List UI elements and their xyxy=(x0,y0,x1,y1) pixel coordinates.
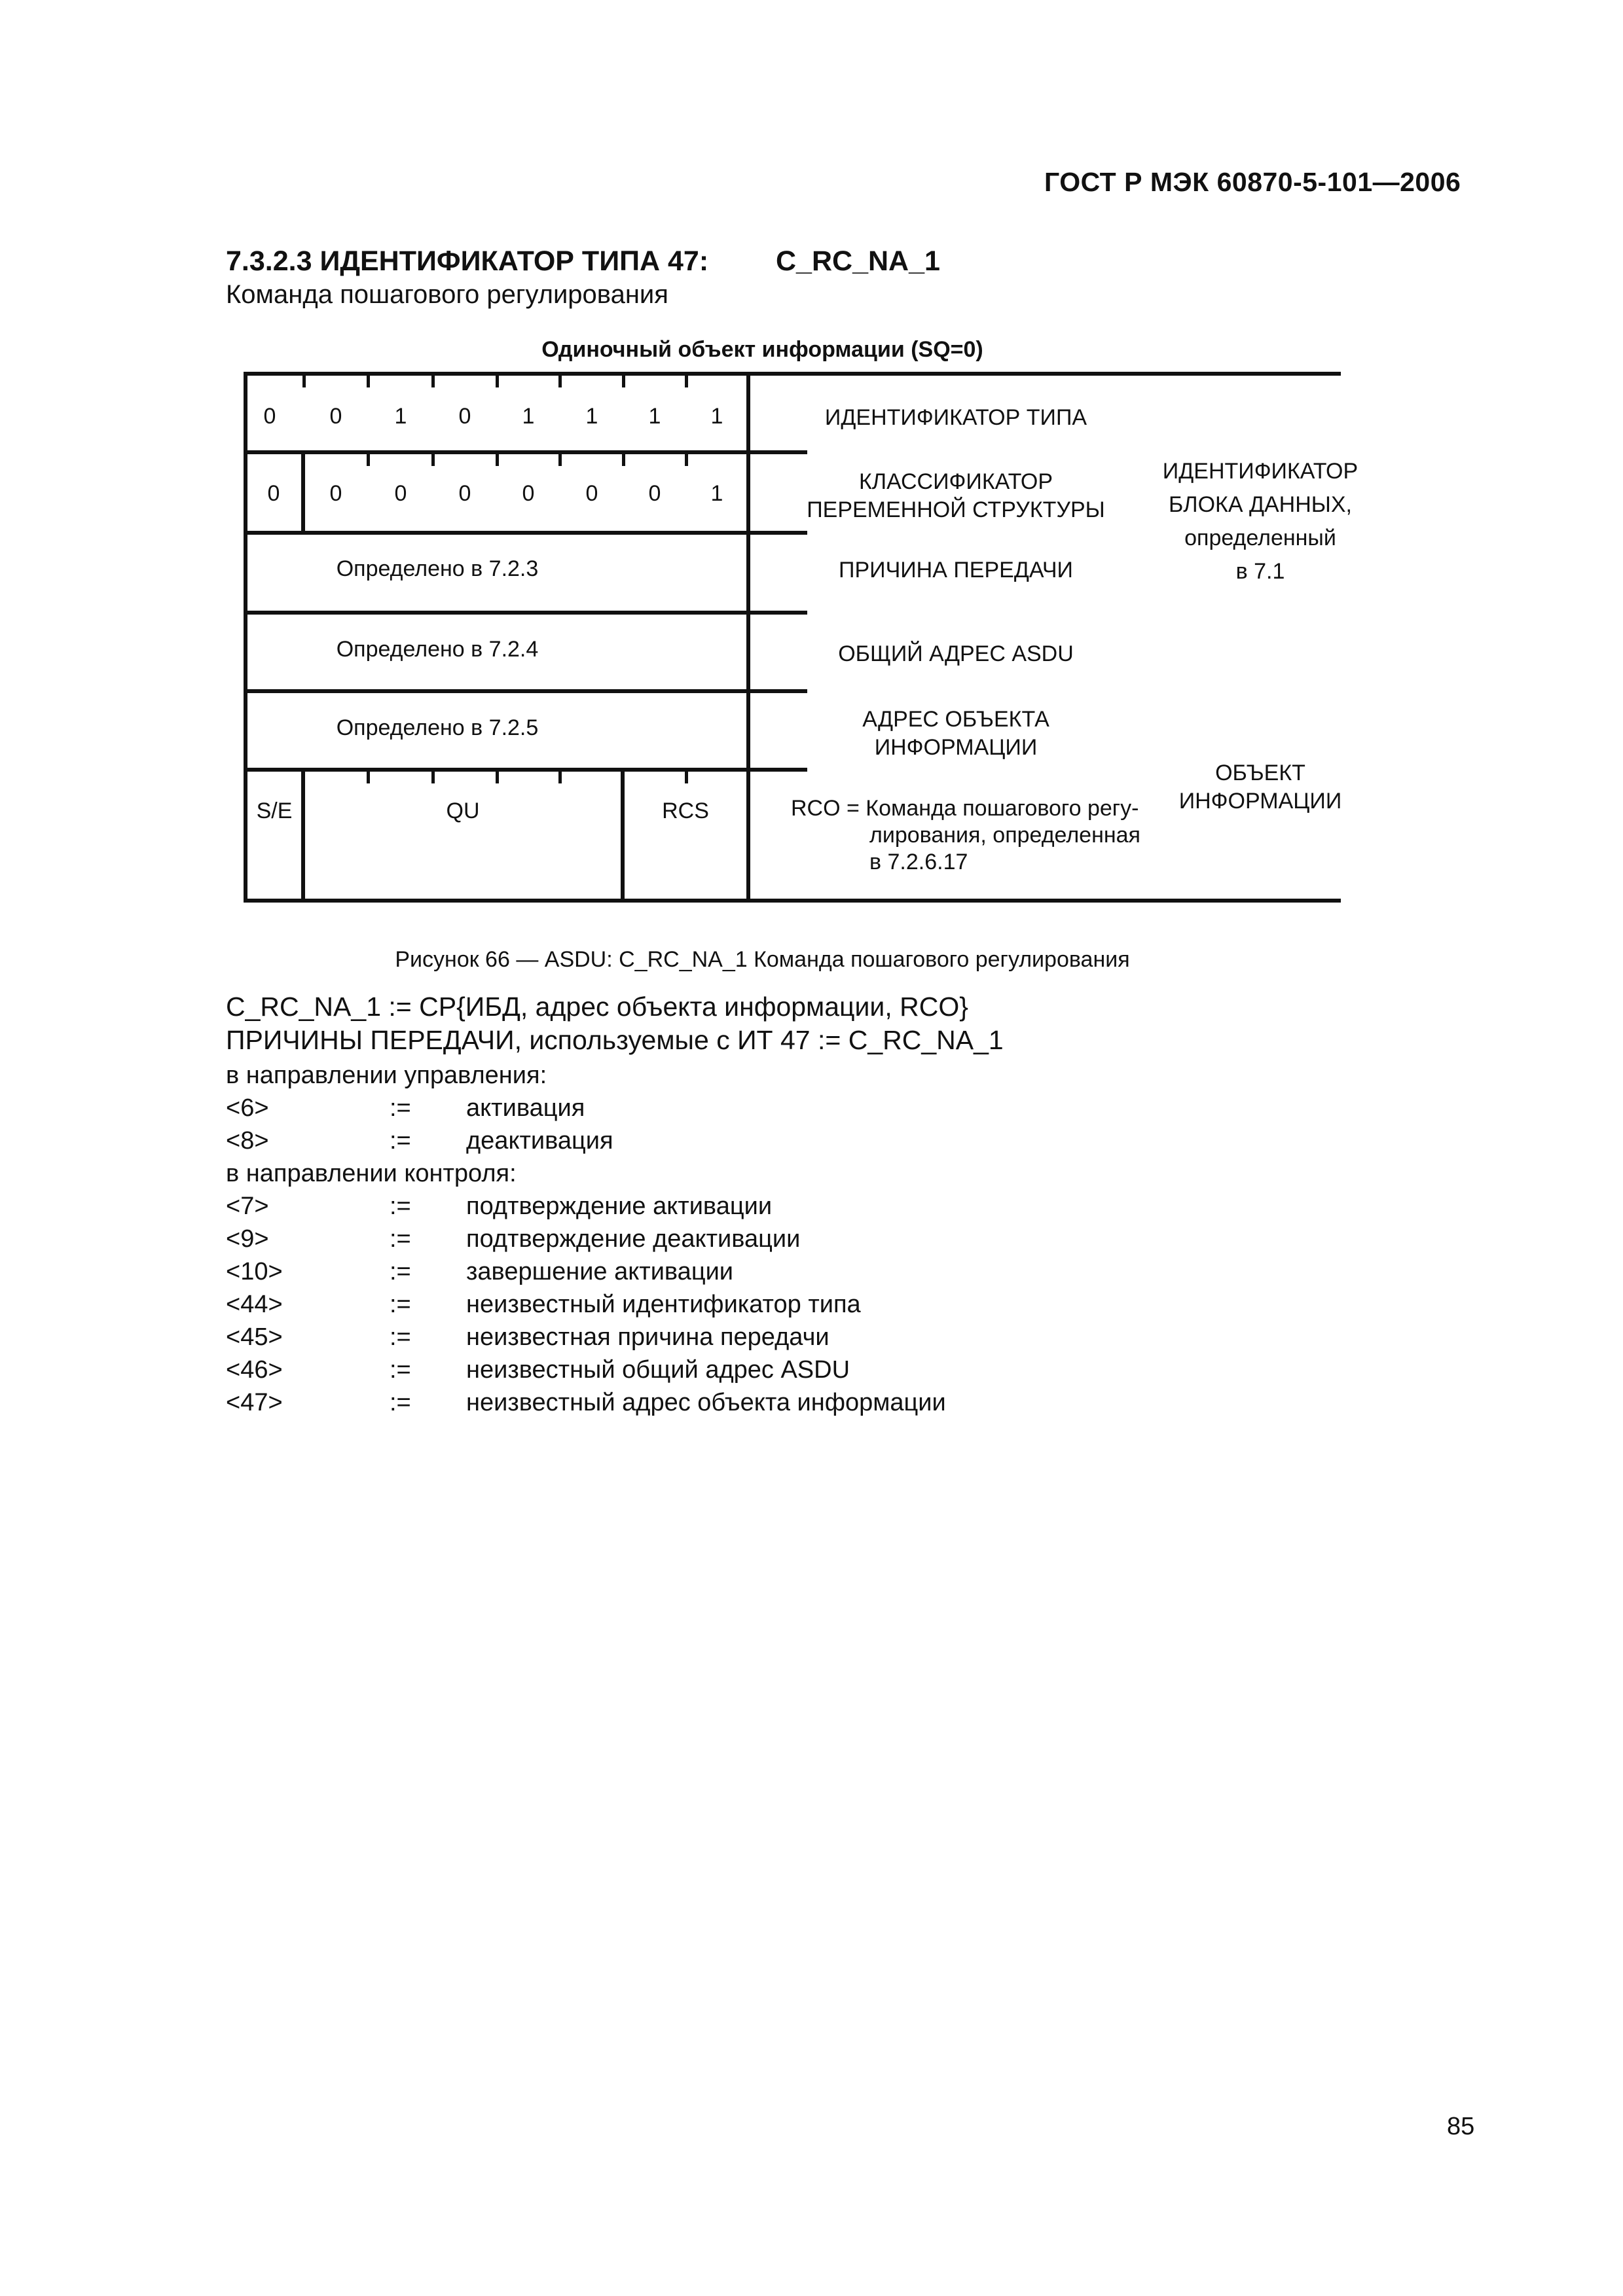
bit-cell: 0 xyxy=(394,481,407,506)
bit-tick xyxy=(558,454,562,466)
definition-line: C_RC_NA_1 := CP{ИБД, адрес объекта информации, RCO} xyxy=(226,992,968,1022)
cot-text: деактивация xyxy=(466,1127,613,1155)
bit-divider xyxy=(621,768,625,903)
rcs-cell: RCS xyxy=(662,798,709,823)
bit-cell: 0 xyxy=(522,481,535,506)
row-cot-defined: Определено в 7.2.3 xyxy=(336,556,539,581)
cot-code: <7> xyxy=(226,1193,269,1220)
row-separator xyxy=(244,450,807,454)
bit-divider xyxy=(301,768,305,903)
bit-tick xyxy=(496,772,499,783)
bit-tick xyxy=(431,454,435,466)
bit-cell: 0 xyxy=(329,404,342,429)
cot-assign: := xyxy=(390,1291,411,1318)
cot-assign: := xyxy=(390,1389,411,1416)
cot-assign: := xyxy=(390,1356,411,1384)
label-leader xyxy=(750,531,807,535)
bit-tick xyxy=(685,454,688,466)
label-ioa: АДРЕС ОБЪЕКТА ИНФОРМАЦИИ xyxy=(862,707,1049,760)
bit-tick xyxy=(496,454,499,466)
cot-assign: := xyxy=(390,1193,411,1220)
cot-code: <9> xyxy=(226,1225,269,1253)
row-common-address-defined: Определено в 7.2.4 xyxy=(336,637,539,662)
bit-tick xyxy=(431,376,435,387)
cot-assign: := xyxy=(390,1258,411,1285)
bit-tick xyxy=(367,454,370,466)
cot-assign: := xyxy=(390,1225,411,1253)
label-rco: RCO = Команда пошагового регу- лирования, определенная в 7.2.6.17 xyxy=(791,796,1140,874)
row-separator xyxy=(244,531,807,535)
bit-tick xyxy=(685,772,688,783)
group-data-unit-identifier: ИДЕНТИФИКАТОР БЛОКА ДАННЫХ, определенный в 7.1 xyxy=(1162,459,1359,584)
section-title: 7.3.2.3 ИДЕНТИФИКАТОР ТИПА 47: xyxy=(226,245,709,277)
bit-cell: 1 xyxy=(648,404,661,429)
cot-text: неизвестная причина передачи xyxy=(466,1323,830,1351)
cot-text: неизвестный адрес объекта информации xyxy=(466,1389,946,1416)
se-cell: S/E xyxy=(256,798,293,823)
figure-caption: Рисунок 66 — ASDU: C_RC_NA_1 Команда пошагового регулирования xyxy=(395,947,1130,972)
cot-text: подтверждение активации xyxy=(466,1193,773,1220)
bit-tick xyxy=(302,376,306,387)
cot-text: активация xyxy=(466,1094,585,1122)
cot-code: <46> xyxy=(226,1356,283,1384)
label-leader xyxy=(750,768,807,772)
bit-tick xyxy=(622,454,625,466)
label-leader xyxy=(750,450,807,454)
cot-text: неизвестный общий адрес ASDU xyxy=(466,1356,850,1384)
diagram-right-border xyxy=(746,372,750,903)
cot-usage-line: ПРИЧИНЫ ПЕРЕДАЧИ, используемые с ИТ 47 := C_RC_NA_1 xyxy=(226,1025,1004,1055)
bit-cell: 0 xyxy=(267,481,280,506)
cot-code: <47> xyxy=(226,1389,283,1416)
row-ioa-defined: Определено в 7.2.5 xyxy=(336,715,539,740)
row-separator xyxy=(244,768,807,772)
bit-tick xyxy=(367,772,370,783)
bit-tick xyxy=(367,376,370,387)
diagram-bottom-line xyxy=(244,899,1341,903)
cot-code: <6> xyxy=(226,1094,269,1122)
diagram-top-line xyxy=(244,372,1341,376)
monitor-direction-heading: в направлении контроля: xyxy=(226,1160,517,1187)
bit-tick xyxy=(558,772,562,783)
bit-cell: 1 xyxy=(394,404,407,429)
cot-assign: := xyxy=(390,1127,411,1155)
bit-cell: 0 xyxy=(458,481,471,506)
cot-text: неизвестный идентификатор типа xyxy=(466,1291,861,1318)
standard-header: ГОСТ Р МЭК 60870-5-101—2006 xyxy=(1044,167,1461,197)
bit-cell: 1 xyxy=(585,404,598,429)
bit-cell: 1 xyxy=(522,404,535,429)
bit-divider xyxy=(301,450,305,531)
bit-tick xyxy=(685,376,688,387)
cot-assign: := xyxy=(390,1094,411,1122)
cot-code: <45> xyxy=(226,1323,283,1351)
row-separator xyxy=(244,611,807,615)
bit-tick xyxy=(622,376,625,387)
bit-cell: 1 xyxy=(710,481,723,506)
bit-cell: 0 xyxy=(648,481,661,506)
label-type-id: ИДЕНТИФИКАТОР ТИПА xyxy=(824,405,1087,430)
bit-cell: 1 xyxy=(710,404,723,429)
label-leader xyxy=(750,689,807,693)
cot-text: подтверждение деактивации xyxy=(466,1225,801,1253)
page-number: 85 xyxy=(1447,2113,1475,2140)
bit-cell: 0 xyxy=(458,404,471,429)
cot-assign: := xyxy=(390,1323,411,1351)
cot-code: <10> xyxy=(226,1258,283,1285)
cot-code: <44> xyxy=(226,1291,283,1318)
label-cot: ПРИЧИНА ПЕРЕДАЧИ xyxy=(839,558,1073,583)
bit-cell: 0 xyxy=(263,404,276,429)
figure-title: Одиночный объект информации (SQ=0) xyxy=(541,337,983,362)
section-type-code: C_RC_NA_1 xyxy=(776,245,940,277)
label-common-address: ОБЩИЙ АДРЕС ASDU xyxy=(838,641,1074,666)
bit-cell: 0 xyxy=(585,481,598,506)
label-vsq: КЛАССИФИКАТОР ПЕРЕМЕННОЙ СТРУКТУРЫ xyxy=(807,469,1105,522)
cot-code: <8> xyxy=(226,1127,269,1155)
bit-tick xyxy=(496,376,499,387)
label-leader xyxy=(750,611,807,615)
control-direction-heading: в направлении управления: xyxy=(226,1062,547,1089)
section-subtitle: Команда пошагового регулирования xyxy=(226,280,668,309)
bit-cell: 0 xyxy=(329,481,342,506)
group-information-object: ОБЪЕКТ ИНФОРМАЦИИ xyxy=(1178,761,1342,814)
cot-text: завершение активации xyxy=(466,1258,734,1285)
row-separator xyxy=(244,689,807,693)
qu-cell: QU xyxy=(446,798,480,823)
bit-tick xyxy=(558,376,562,387)
bit-tick xyxy=(431,772,435,783)
